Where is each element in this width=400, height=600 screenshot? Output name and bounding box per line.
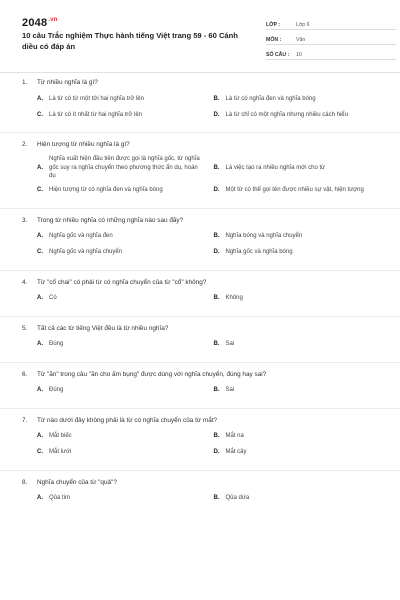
option-letter: A. xyxy=(37,387,43,394)
question-stem xyxy=(22,416,382,425)
option-letter: B. xyxy=(213,164,220,171)
option-letter: B. xyxy=(213,433,220,440)
question-list xyxy=(22,78,382,516)
option-letter: B. xyxy=(213,495,220,502)
question-stem xyxy=(22,78,382,87)
question-number: 1. xyxy=(22,79,28,86)
option-text: Mắt lưới xyxy=(49,449,72,456)
logo-suffix: .vn xyxy=(48,17,58,24)
question-spacer xyxy=(22,471,382,478)
question-6 xyxy=(22,370,382,416)
question-spacer xyxy=(22,261,382,270)
question-spacer xyxy=(22,409,382,416)
answer-option[interactable] xyxy=(37,229,206,245)
option-letter: B. xyxy=(213,295,220,302)
option-text: Nghĩa gốc và nghĩa đen xyxy=(49,233,113,240)
option-text: Có xyxy=(49,295,57,302)
question-number: 2. xyxy=(22,141,28,148)
question-text: Từ nào dưới đây không phải là từ có nghĩa chuyển của từ mắt? xyxy=(37,416,218,424)
option-text: Là từ có từ một tới hai nghĩa trở lên xyxy=(49,95,144,102)
answer-option[interactable] xyxy=(37,337,206,353)
meta-row-count xyxy=(266,45,396,60)
question-number: 4. xyxy=(22,278,28,286)
question-5 xyxy=(22,324,382,370)
option-letter: D. xyxy=(213,187,220,194)
meta-row-grade xyxy=(266,15,396,30)
question-stem xyxy=(22,324,382,333)
option-letter: C. xyxy=(37,187,43,194)
question-text: Từ nhiều nghĩa là gì? xyxy=(37,79,98,86)
header-divider xyxy=(0,72,400,73)
answer-option[interactable] xyxy=(37,107,206,123)
answer-option[interactable] xyxy=(214,445,383,461)
option-letter: B. xyxy=(213,387,220,394)
question-text: Hiện tượng từ nhiều nghĩa là gì? xyxy=(37,141,130,148)
answer-option[interactable] xyxy=(37,383,206,399)
answer-option[interactable] xyxy=(37,491,206,507)
meta-label: MÔN : xyxy=(266,36,282,43)
option-text: Qủa dứa xyxy=(225,495,250,502)
option-text: Sai xyxy=(225,387,235,394)
option-letter: A. xyxy=(37,95,43,102)
site-logo[interactable] xyxy=(22,17,58,29)
options-grid xyxy=(37,337,382,353)
answer-option[interactable] xyxy=(214,245,383,261)
options-grid xyxy=(37,229,382,261)
option-letter: D. xyxy=(213,449,220,456)
answer-option[interactable] xyxy=(214,429,383,445)
question-3 xyxy=(22,216,382,278)
option-letter: B. xyxy=(213,341,220,348)
answer-option[interactable] xyxy=(214,337,383,353)
question-spacer xyxy=(22,317,382,324)
option-text: Nghĩa xuất hiện đầu tiên được gọi là nghĩa gốc, từ nghĩa gốc suy ra nghĩa chuyển theo phương thức ẩn dụ, hoán dụ xyxy=(49,156,200,180)
options-grid xyxy=(37,153,382,199)
option-letter: A. xyxy=(37,433,43,440)
question-number: 5. xyxy=(22,324,28,332)
answer-option[interactable] xyxy=(37,245,206,261)
answer-option[interactable] xyxy=(37,291,206,307)
meta-box xyxy=(266,15,396,60)
question-number: 3. xyxy=(22,216,28,224)
header xyxy=(14,0,386,70)
option-letter: A. xyxy=(37,341,43,348)
option-text: Một từ có thể gọi tên được nhiều sự vật, hiện tượng xyxy=(225,187,364,194)
meta-value: 10 xyxy=(296,51,302,58)
option-letter: B. xyxy=(213,95,220,102)
question-stem xyxy=(22,478,382,487)
option-letter: C. xyxy=(37,449,43,456)
option-text: Nghĩa bóng và nghĩa chuyển xyxy=(225,233,303,240)
answer-option[interactable] xyxy=(37,429,206,445)
question-text: Nghĩa chuyển của từ "quả"? xyxy=(37,478,117,486)
option-text: Mắt na xyxy=(225,433,244,440)
answer-option[interactable] xyxy=(37,91,206,107)
option-text: Mắt biếc xyxy=(49,433,72,440)
meta-label: SỐ CÂU : xyxy=(266,51,290,58)
meta-value: Lớp 6 xyxy=(296,21,310,28)
question-text: Trong từ nhiều nghĩa có những nghĩa nào sau đây? xyxy=(37,216,184,224)
answer-option[interactable] xyxy=(214,153,383,183)
question-1 xyxy=(22,78,382,140)
option-letter: A. xyxy=(37,295,43,302)
answer-option[interactable] xyxy=(214,291,383,307)
option-text: Không xyxy=(225,295,243,302)
question-stem xyxy=(22,370,382,379)
question-text: Từ "ăn" trong câu "ăn cho ấm bụng" được dùng với nghĩa chuyển, đúng hay sai? xyxy=(37,370,267,378)
document-title: 10 câu Trắc nghiệm Thực hành tiếng Việt trang 59 - 60 Cánh diều có đáp án xyxy=(22,31,238,51)
question-8 xyxy=(22,478,382,516)
option-letter: C. xyxy=(37,111,43,118)
question-text: Từ "cổ chai" có phải từ có nghĩa chuyển của từ "cổ" không? xyxy=(37,278,207,286)
answer-option[interactable] xyxy=(37,183,206,199)
option-text: Hiện tượng từ có nghĩa đen và nghĩa bóng xyxy=(49,187,163,194)
question-spacer xyxy=(22,363,382,370)
question-number: 8. xyxy=(22,478,28,486)
option-text: Là việc tạo ra nhiều nghĩa mới cho từ xyxy=(225,164,326,171)
question-spacer xyxy=(22,199,382,208)
question-spacer xyxy=(22,123,382,132)
question-spacer xyxy=(22,353,382,362)
options-grid xyxy=(37,91,382,123)
question-stem xyxy=(22,278,382,287)
option-text: Mắt cây xyxy=(225,449,247,456)
answer-option[interactable] xyxy=(214,491,383,507)
option-text: Đúng xyxy=(49,387,64,394)
question-spacer xyxy=(22,399,382,408)
question-spacer xyxy=(22,461,382,470)
option-text: Nghĩa gốc và nghĩa chuyển xyxy=(49,249,123,256)
answer-option[interactable] xyxy=(214,229,383,245)
answer-option[interactable] xyxy=(37,445,206,461)
answer-option[interactable] xyxy=(214,107,383,123)
question-spacer xyxy=(22,209,382,216)
question-stem xyxy=(22,140,382,149)
question-stem xyxy=(22,216,382,225)
question-2 xyxy=(22,140,382,216)
option-text: Qủa tim xyxy=(49,495,71,502)
option-letter: B. xyxy=(213,233,220,240)
option-letter: A. xyxy=(37,164,43,171)
answer-option[interactable] xyxy=(214,91,383,107)
meta-label: LỚP : xyxy=(266,21,281,28)
question-7 xyxy=(22,416,382,478)
option-text: Sai xyxy=(225,341,235,348)
option-text: Nghĩa gốc và nghĩa bóng xyxy=(225,249,293,256)
question-spacer xyxy=(22,507,382,516)
option-letter: C. xyxy=(37,249,43,256)
question-number: 7. xyxy=(22,416,28,424)
option-letter: D. xyxy=(213,111,220,118)
answer-option[interactable] xyxy=(214,183,383,199)
options-grid xyxy=(37,291,382,307)
logo-text: 2048 xyxy=(22,17,48,29)
option-text: Là từ chỉ có một nghĩa nhưng nhiều cách hiểu xyxy=(225,111,348,118)
meta-value: Văn xyxy=(296,36,306,43)
question-4 xyxy=(22,278,382,324)
options-grid xyxy=(37,429,382,461)
option-letter: D. xyxy=(213,249,220,256)
option-text: Là từ có nghĩa đen và nghĩa bóng xyxy=(225,95,316,102)
option-text: Là từ có ít nhất từ hai nghĩa trở lên xyxy=(49,111,143,118)
question-spacer xyxy=(22,271,382,278)
meta-row-subject xyxy=(266,30,396,45)
answer-option[interactable] xyxy=(214,383,383,399)
question-spacer xyxy=(22,307,382,316)
option-text: Đúng xyxy=(49,341,64,348)
question-spacer xyxy=(22,133,382,140)
option-letter: A. xyxy=(37,495,43,502)
question-number: 6. xyxy=(22,370,28,378)
options-grid xyxy=(37,491,382,507)
answer-option[interactable] xyxy=(37,153,206,183)
question-text: Tất cả các từ tiếng Việt đều là từ nhiều nghĩa? xyxy=(37,324,169,332)
options-grid xyxy=(37,383,382,399)
option-letter: A. xyxy=(37,233,43,240)
